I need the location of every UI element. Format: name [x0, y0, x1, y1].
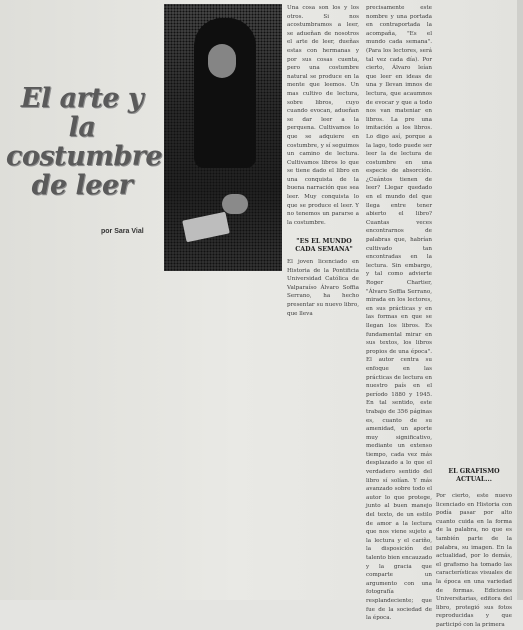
- byline: por Sara Vial: [101, 228, 144, 235]
- column-2-paragraph: precisamente este nombre y una portada en contraportada la acompaña, "Es el mundo cada semana". (Para los lectores, será tal vez cada día). Por cierto, Álvaro leían que leer en ideas de una y llevan imnos de lectura, que acaumnos de evocar y que a todo nos van mateniar en libros. La pre una imitación a los libros. Lo digo así, porque a la lago, todo puede ser leer la de lectura de costumbre en una especie de absorción. ¿Cuántos tienen de leer? Llegar quedado en el mundo del que llega entre tener abierto el libro? Cuantas veces encontrarnos de palabras que, habrían cultivado tan encontradas en la lectura. Sin embargo, y tal como advierte Roger Chartier, "Álvaro Soffia Serrano, mirada en los lectores, en sus prácticas y en las formas en que se llegan los libros. Es fundamental mirar en sus textos, los libros propios de una época". El autor centra su enfoque en las prácticas de lectura en nuestro país en el período 1880 y 1945. En tal sentido, este trabajo de 356 páginas es, cuanto de su amenidad, un aporte muy significativo, mediante un extenso tiempo, cada vez más desplazado a lo que el verdadero sentido del libro sí solían. Y más avanzado sobre todo el autor lo que protege, junto al buen manejo del texto, de un estilo de amor a la lectura que nos viene sujeto a la lectura y el cariño, la disposición del talento bien encauzado y la gracia que comparte un argumento con una fotografía resplandeciente; que fue de la sociedad de la época.: [366, 5, 432, 622]
- column-1b-paragraph: El joven licenciado en Historia de la Pontificia Universidad Católica de Valparaíso Álvaro Soffia Serrano, ha hecho presentar su nuevo libro, que lleva: [287, 259, 359, 317]
- subhead-1: "ES EL MUNDO CADA SEMANA": [295, 238, 353, 253]
- author-photo: [164, 4, 282, 271]
- column-1-paragraph: Una cosa son los y los otros. Si nos acostumbramos a leer, se adueñan de nosotros el arte de leer, dueñas estas con hermanas y por sus cosas cuenta, pero una costumbre natural se produce en la mente que leemos. Un mas cultivo de lectura, sobre libros, cuyo cuando evocan, adueñan se dar leer a la perquena. Cultivamos lo que se adquiere en costumbre, y sí seguimos un camino de lectura. Cultivamos libros lo que se tiene dado el libro en una conquista de la buena narración que sea leer. Muy conquista lo que se produce el leer. Y no tenemos un pararse a la costumbre.: [287, 5, 359, 226]
- headline-line-1: El arte y la: [20, 83, 144, 143]
- photo-hand: [222, 194, 248, 214]
- column-1-text: [287, 4, 359, 230]
- photo-book: [182, 212, 230, 243]
- page-edge: [517, 0, 523, 600]
- article-headline: [6, 83, 163, 201]
- column-2-text: [366, 4, 432, 622]
- column-3-paragraph: Por cierto, este nuevo licenciado en Historia con podía pasar por alto cuanto cuida en la forma de la palabra, no que es también parte de la palabra, su imagen. En la actualidad, por lo demás, el grafismo ha tomado las características visuales de la época en una variedad de formas. Ediciones Universitarias, editora del libro, protegió sus fotos reproducidas y que participó con la primera: [436, 493, 512, 628]
- photo-figure: [194, 18, 256, 168]
- subhead-2: EL GRAFISMO ACTUAL...: [448, 468, 500, 483]
- headline-line-3: de leer: [31, 170, 133, 201]
- headline-line-2: costumbre: [6, 141, 163, 172]
- column-3-text: [436, 492, 512, 628]
- column-1b-text: [287, 258, 359, 317]
- column-3-top-text: [440, 4, 512, 460]
- photo-face: [208, 44, 236, 78]
